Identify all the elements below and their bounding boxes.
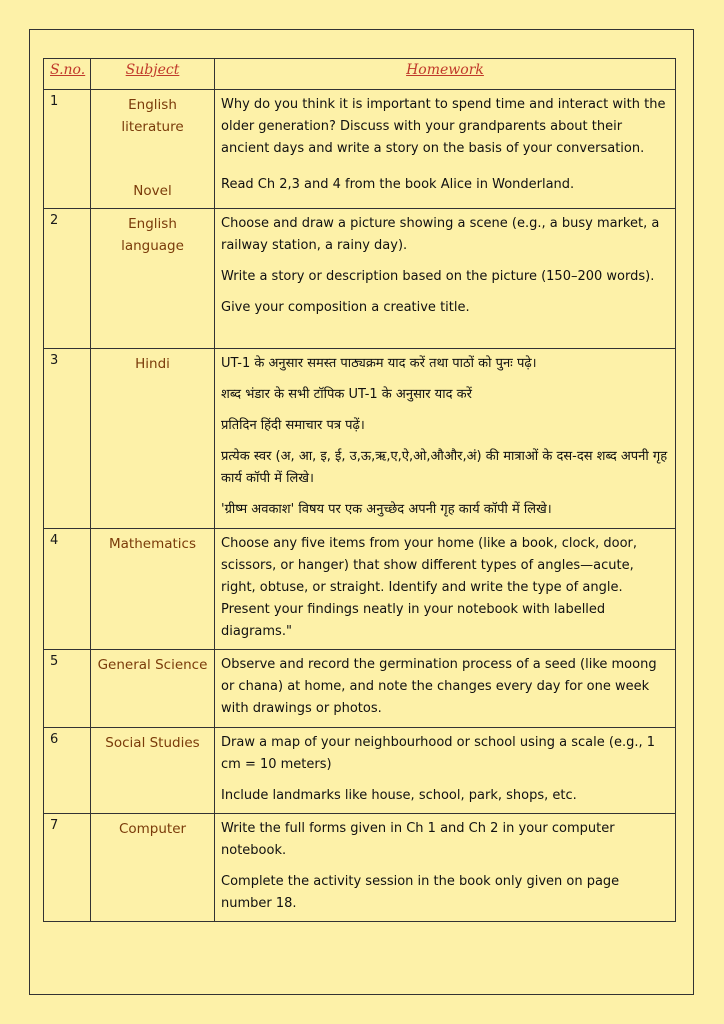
subject-label-secondary: Novel [133,183,172,199]
homework-cell [215,814,676,922]
row-number: 5 [44,650,91,728]
homework-task: Write the full forms given in Ch 1 and Ch 2 in your computer notebook. [221,821,615,858]
table-row [44,90,676,209]
homework-cell [215,349,676,529]
header-subject: Subject [91,59,215,90]
subject-label: Social Studies [105,735,200,751]
subject-cell [91,209,215,349]
homework-task: प्रत्येक स्वर (अ, आ, इ, ई, उ,ऊ,ऋ,ए,ऐ,ओ,औऔर,अं) की मात्राओं के दस-दस शब्द अपनी गृह कार्य कॉपी में लिखे। [221,449,668,486]
homework-cell [215,728,676,814]
table-row [44,728,676,814]
homework-task: Why do you think it is important to spend time and interact with the older generation? Discuss with your grandparents about their ancient days and write a story on the basis of your conversation. [221,97,666,156]
homework-task: Write a story or description based on the picture (150–200 words). [221,269,655,284]
subject-cell [91,529,215,650]
table-row [44,209,676,349]
subject-label: Hindi [135,356,170,372]
homework-task: शब्द भंडार के सभी टॉपिक UT-1 के अनुसार याद करें [221,387,472,402]
row-number: 1 [44,90,91,209]
homework-task: Read Ch 2,3 and 4 from the book Alice in Wonderland. [221,177,575,192]
table-row [44,650,676,728]
homework-task: Complete the activity session in the book only given on page number 18. [221,874,620,911]
row-number: 7 [44,814,91,922]
table-row [44,814,676,922]
table-header-row [44,59,676,90]
homework-task: Choose and draw a picture showing a scene (e.g., a busy market, a railway station, a rainy day). [221,216,660,253]
homework-cell [215,209,676,349]
homework-task: Include landmarks like house, school, park, shops, etc. [221,788,577,803]
row-number: 2 [44,209,91,349]
subject-label: Mathematics [109,536,196,552]
subject-cell [91,814,215,922]
homework-table [43,58,676,922]
subject-label: English language [121,216,184,254]
header-sno: S.no. [44,59,91,90]
row-number: 4 [44,529,91,650]
subject-label: English literature [121,97,184,135]
row-number: 3 [44,349,91,529]
subject-cell [91,728,215,814]
homework-task: Draw a map of your neighbourhood or school using a scale (e.g., 1 cm = 10 meters) [221,735,655,772]
homework-task: Choose any five items from your home (like a book, clock, door, scissors, or hanger) that show different types of angles—acute, right, obtuse, or straight. Identify and write the type of angle. Present your findings neatly in your notebook with labelled diagrams." [221,536,638,639]
table-row [44,529,676,650]
homework-task: 'ग्रीष्म अवकाश' विषय पर एक अनुच्छेद अपनी गृह कार्य कॉपी में लिखे। [221,502,552,517]
homework-cell [215,650,676,728]
homework-task: प्रतिदिन हिंदी समाचार पत्र पढ़ें। [221,418,365,433]
subject-label: General Science [97,657,208,673]
table-row [44,349,676,529]
subject-cell [91,349,215,529]
subject-cell [91,650,215,728]
homework-cell [215,529,676,650]
homework-task: UT-1 के अनुसार समस्त पाठ्यक्रम याद करें तथा पाठों को पुनः पढ़े। [221,356,537,371]
subject-label: Computer [118,821,187,837]
row-number: 6 [44,728,91,814]
homework-task: Observe and record the germination process of a seed (like moong or chana) at home, and note the changes every day for one week with drawings or photos. [221,657,657,716]
header-homework: Homework [215,59,676,90]
subject-cell [91,90,215,209]
homework-cell [215,90,676,209]
homework-task: Give your composition a creative title. [221,300,470,315]
